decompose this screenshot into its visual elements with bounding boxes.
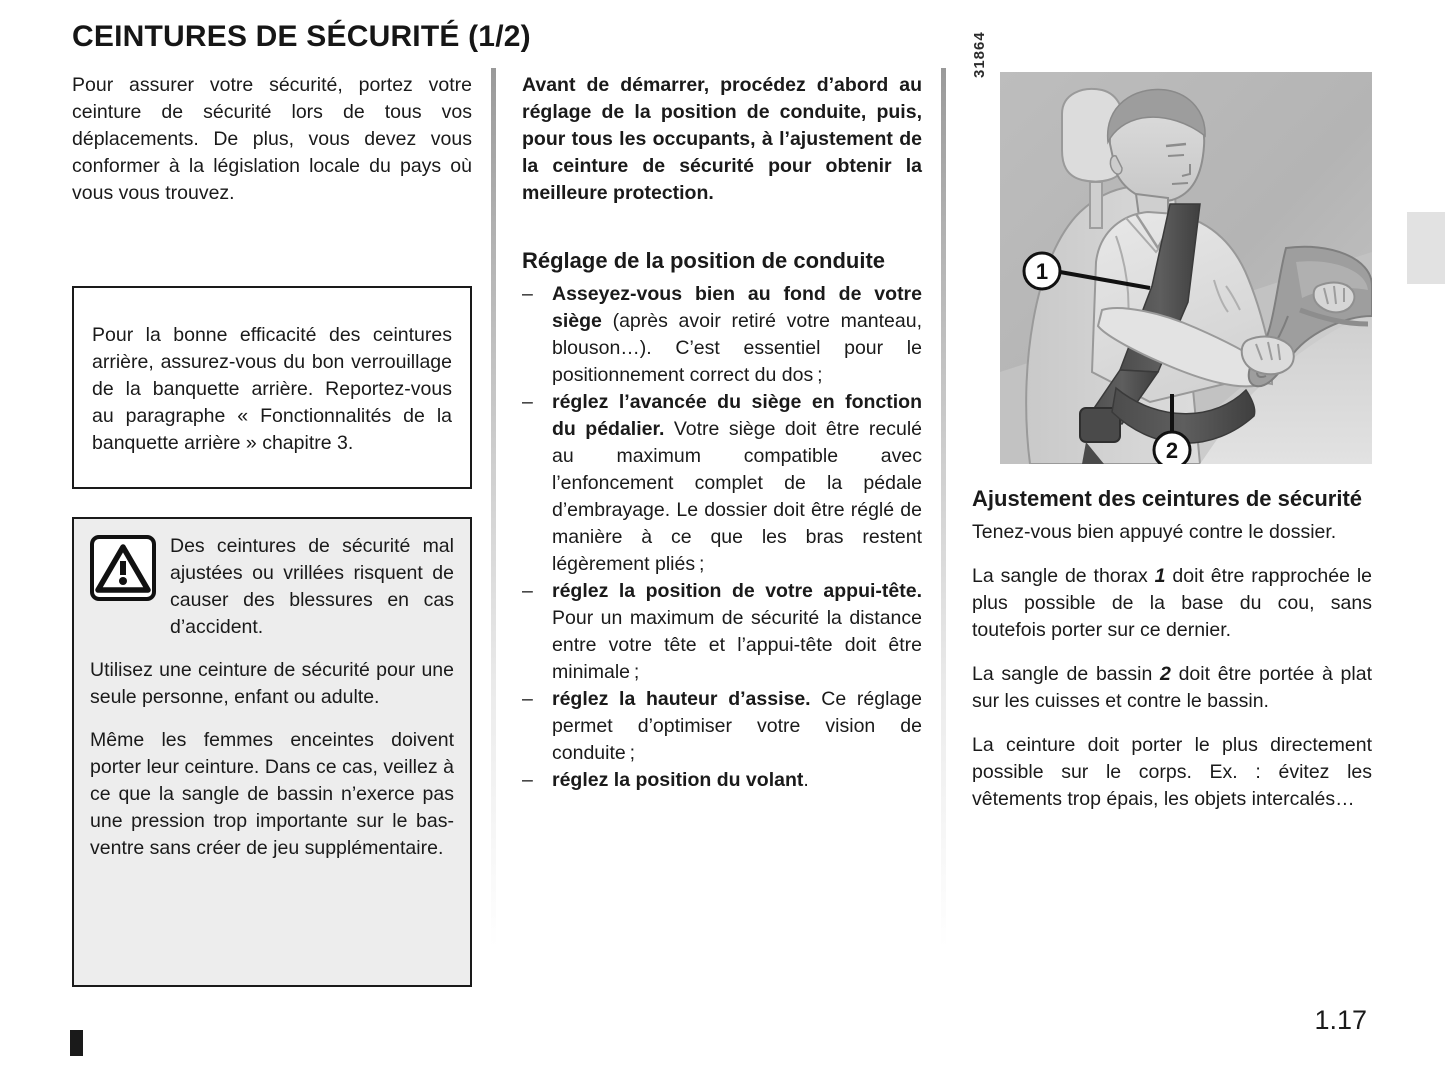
list-item-bold: réglez la position de votre appui-tête. xyxy=(552,579,922,602)
warning-triangle-icon xyxy=(90,535,156,601)
list-dash: – xyxy=(522,390,533,413)
list-item-bold: réglez la hauteur d’assise. xyxy=(552,687,811,710)
list-item-rest: . xyxy=(803,768,809,791)
list-item-bold: réglez l’avancée du siège en fonction du pédalier. xyxy=(552,390,922,440)
note-box-text: Pour la bonne efficacité des ceintures arrière, assurez-vous du bon verrouillage de la banquette arrière. Reportez-vous au paragraphe « Fonctionnalités de la banquette arrière » chapitre 3. xyxy=(92,324,452,454)
list-item xyxy=(522,578,922,686)
list-dash: – xyxy=(522,687,533,710)
list-dash: – xyxy=(522,579,533,602)
right-paragraph-3-pre: La sangle de bassin xyxy=(972,662,1161,685)
warning-paragraph-2: Utilisez une ceinture de sécurité pour une seule personne, enfant ou adulte. xyxy=(90,659,454,708)
right-paragraph-2 xyxy=(972,563,1372,644)
left-column xyxy=(72,72,472,224)
column-separator-1 xyxy=(491,68,496,948)
right-paragraph-2-pre: La sangle de thorax xyxy=(972,564,1155,587)
svg-text:2: 2 xyxy=(1165,438,1179,463)
list-item-rest: (après avoir retiré votre manteau, blouson…). C’est essentiel pour le positionnement correct du dos ; xyxy=(552,309,922,386)
rear-seat-note-box xyxy=(72,286,472,489)
list-dash: – xyxy=(522,768,533,791)
list-item xyxy=(522,281,922,389)
intro-paragraph: Pour assurer votre sécurité, portez votre ceinture de sécurité lors de tous vos déplacements. De plus, vous devez vous conformer à la législation locale du pays où vous vous trouvez. xyxy=(72,74,472,204)
list-dash: – xyxy=(522,282,533,305)
figure-reference-number: 31864 xyxy=(971,31,988,78)
list-item-bold: réglez la position du volant xyxy=(552,768,804,791)
list-item-rest: Ce réglage permet d’optimiser votre vision de conduite ; xyxy=(552,687,922,764)
warning-headline: Des ceintures de sécurité mal ajustées ou vrillées risquent de causer des blessures en cas d’accident. xyxy=(170,535,454,638)
warning-paragraph-3: Même les femmes enceintes doivent porter leur ceinture. Dans ce cas, veillez à ce que la sangle de bassin n’exerce pas une pression trop importante sur le bas-ventre sans créer de jeu supplémentaire. xyxy=(90,729,454,859)
warning-headline-row xyxy=(90,533,454,641)
driving-position-heading: Réglage de la position de conduite xyxy=(522,248,886,273)
corner-marker xyxy=(70,1030,83,1056)
column-separator-2 xyxy=(941,68,946,948)
middle-bold-intro: Avant de démarrer, procédez d’abord au réglage de la position de conduite, puis, pour tous les occupants, à l’ajustement de la ceinture de sécurité pour obtenir la meilleure protection. xyxy=(522,74,922,204)
page-title: CEINTURES DE SÉCURITÉ (1/2) xyxy=(72,20,531,53)
callout-ref-1: 1 xyxy=(1154,564,1166,587)
right-column xyxy=(971,31,1372,813)
belt-adjustment-heading: Ajustement des ceintures de sécurité xyxy=(972,486,1363,511)
list-item-rest: Votre siège doit être reculé au maximum compatible avec l’enfoncement complet de la pédale d’embrayage. Le dossier doit être réglé de manière à ce que les bras restent légèrement pliés ; xyxy=(552,417,922,575)
list-item-rest: Pour un maximum de sécurité la distance entre votre tête et l’appui-tête doit être minimale ; xyxy=(552,606,922,683)
svg-text:1: 1 xyxy=(1035,259,1049,284)
list-item-bold: Asseyez-vous bien au fond de votre siège xyxy=(552,282,922,332)
callout-ref-2: 2 xyxy=(1160,662,1171,685)
list-item xyxy=(522,767,922,794)
right-paragraph-3-post: doit être portée à plat sur les cuisses et contre le bassin. xyxy=(972,662,1372,712)
chapter-edge-tab xyxy=(1407,212,1445,284)
middle-column xyxy=(522,72,922,794)
figure-illustration xyxy=(1000,72,1372,464)
safety-warning-box xyxy=(72,517,472,987)
right-paragraph-3 xyxy=(972,661,1372,715)
right-paragraph-1: Tenez-vous bien appuyé contre le dossier. xyxy=(972,520,1337,543)
page-number: 1.17 xyxy=(1314,1005,1367,1035)
list-item xyxy=(522,686,922,767)
right-paragraph-4: La ceinture doit porter le plus directement possible sur le corps. Ex. : évitez les vêtements trop épais, les objets intercalés… xyxy=(972,733,1372,810)
seatbelt-figure xyxy=(971,31,1372,464)
list-item xyxy=(522,389,922,578)
driving-position-list xyxy=(522,281,922,794)
right-paragraph-2-post: doit être rapprochée le plus possible de la base du cou, sans toutefois porter sur ce dernier. xyxy=(972,564,1372,641)
spacer xyxy=(522,224,922,248)
